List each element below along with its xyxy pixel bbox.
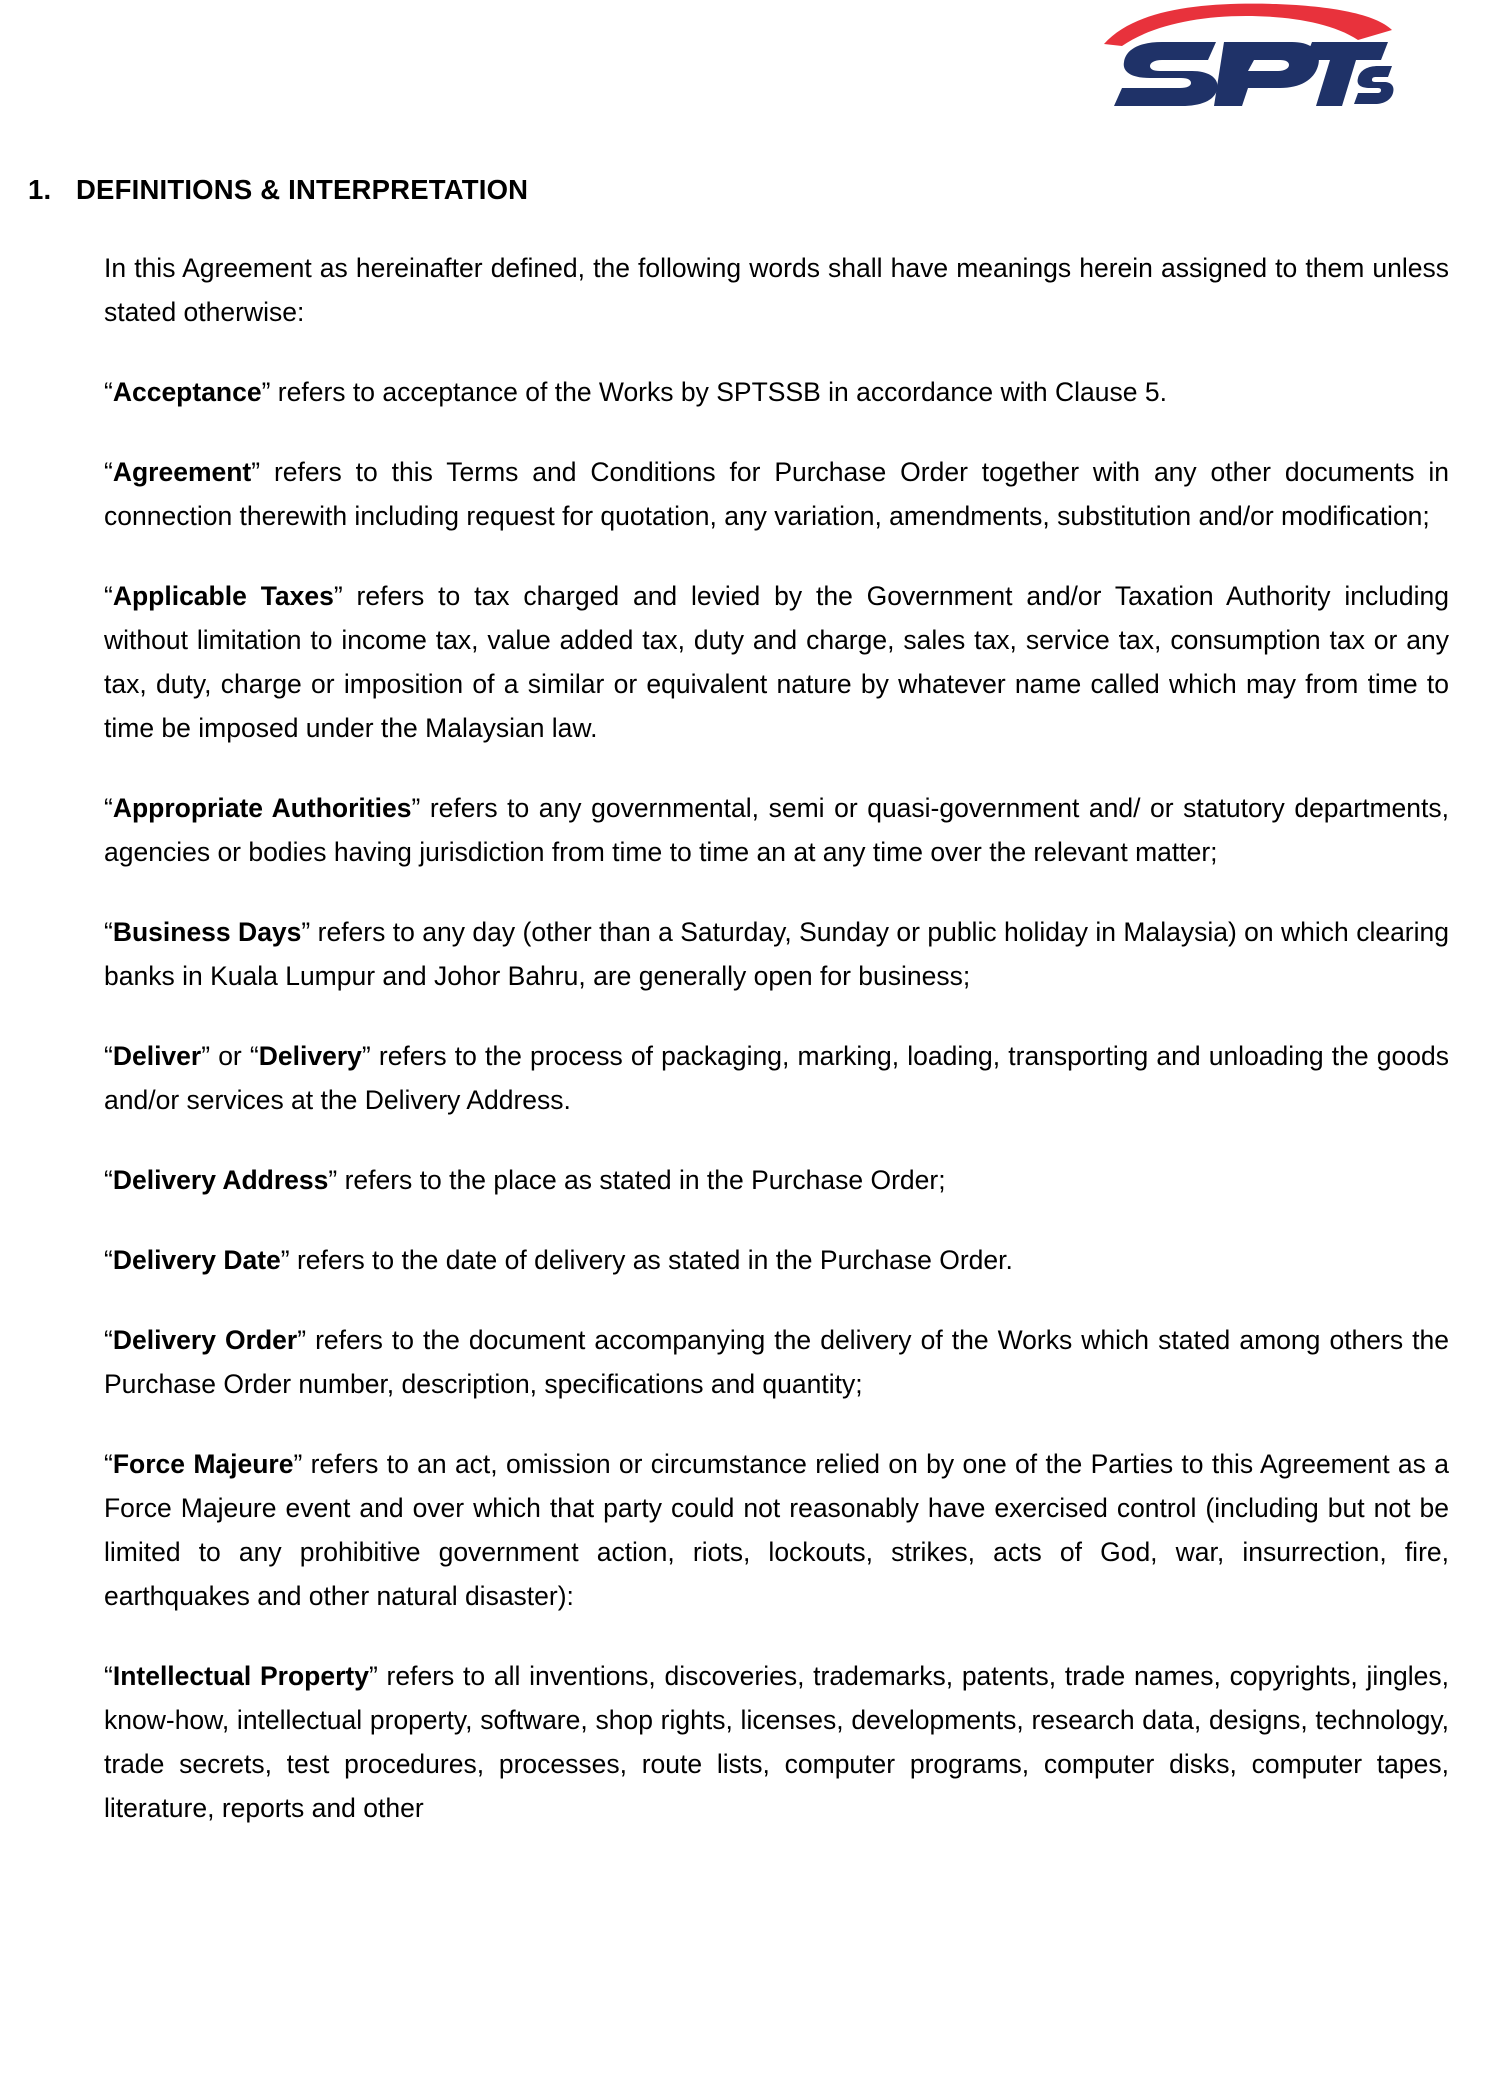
definition-text: refers to this Terms and Conditions for Purchase Order together with any other documents in connection therewith including request for quotation, any variation, amendments, substitution and/or modification; (104, 457, 1449, 531)
defined-term: Delivery Order (112, 1325, 298, 1355)
paragraph-text: In this Agreement as hereinafter defined, the following words shall have meanings herein assigned to them unless stated otherwise: (104, 253, 1449, 327)
definitions-list (104, 246, 1449, 1830)
conjunction-text: or “ (210, 1041, 259, 1071)
close-quote: ” (411, 793, 421, 823)
close-quote: ” (328, 1165, 338, 1195)
close-quote: ” (201, 1041, 211, 1071)
open-quote: “ (104, 917, 113, 947)
definition-text: refers to the document accompanying the delivery of the Works which stated among others the Purchase Order number, description, specifications and quantity; (104, 1325, 1449, 1399)
open-quote: “ (104, 1245, 113, 1275)
definition-deliver-delivery (104, 1034, 1449, 1122)
defined-term-alt: Delivery (258, 1041, 362, 1071)
definition-intellectual-property (104, 1654, 1449, 1830)
definition-agreement (104, 450, 1449, 538)
definition-applicable-taxes (104, 574, 1449, 750)
close-quote: ” (280, 1245, 290, 1275)
close-quote: ” (293, 1449, 303, 1479)
open-quote: “ (104, 457, 113, 487)
close-quote: ” (261, 377, 271, 407)
clause-heading (28, 174, 1448, 206)
definition-text: refers to acceptance of the Works by SPTSSB in accordance with Clause 5. (270, 377, 1167, 407)
definition-text: refers to tax charged and levied by the Government and/or Taxation Authority including without limitation to income tax, value added tax, duty and charge, sales tax, service tax, consumption tax or any tax, duty, charge or imposition of a similar or equivalent nature by whatever name called which may from time to time be imposed under the Malaysian law. (104, 581, 1450, 743)
defined-term: Acceptance (112, 377, 262, 407)
defined-term: Business Days (112, 917, 302, 947)
open-quote: “ (104, 1165, 113, 1195)
definition-delivery-order (104, 1318, 1449, 1406)
defined-term: Delivery Date (112, 1245, 281, 1275)
close-quote: ” (361, 1041, 371, 1071)
close-quote: ” (297, 1325, 307, 1355)
defined-term: Force Majeure (112, 1449, 294, 1479)
defined-term: Deliver (112, 1041, 202, 1071)
definition-text: refers to an act, omission or circumstance relied on by one of the Parties to this Agreement as a Force Majeure event and over which that party could not reasonably have exercised control (including but not be limited to any prohibitive government action, riots, lockouts, strikes, acts of God, war, insurrection, fire, earthquakes and other natural disaster): (104, 1449, 1449, 1611)
definition-text: refers to the process of packaging, marking, loading, transporting and unloading the goods and/or services at the Delivery Address. (104, 1041, 1449, 1115)
definition-delivery-address (104, 1158, 1449, 1202)
definition-delivery-date (104, 1238, 1449, 1282)
definition-text: refers to any day (other than a Saturday, Sunday or public holiday in Malaysia) on which clearing banks in Kuala Lumpur and Johor Bahru, are generally open for business; (104, 917, 1449, 991)
close-quote: ” (368, 1661, 378, 1691)
open-quote: “ (104, 1325, 113, 1355)
defined-term: Agreement (112, 457, 252, 487)
defined-term: Intellectual Property (112, 1661, 369, 1691)
close-quote: ” (333, 581, 343, 611)
clause-title: DEFINITIONS & INTERPRETATION (76, 174, 529, 205)
defined-term: Applicable Taxes (112, 581, 334, 611)
close-quote: ” (251, 457, 261, 487)
definition-appropriate-authorities (104, 786, 1449, 874)
definition-business-days (104, 910, 1449, 998)
definition-acceptance (104, 370, 1449, 414)
definition-text: refers to all inventions, discoveries, trademarks, patents, trade names, copyrights, jingles, know-how, intellectual property, software, shop rights, licenses, developments, research data, designs, technology, trade secrets, test procedures, processes, route lists, computer programs, computer disks, computer tapes, literature, reports and other (104, 1661, 1449, 1823)
open-quote: “ (104, 1449, 113, 1479)
open-quote: “ (104, 1041, 113, 1071)
definition-text: refers to the place as stated in the Purchase Order; (337, 1165, 946, 1195)
clause-number: 1. (28, 174, 52, 205)
open-quote: “ (104, 793, 113, 823)
open-quote: “ (104, 581, 113, 611)
definition-text: refers to any governmental, semi or quasi-government and/ or statutory departments, agencies or bodies having jurisdiction from time to time an at any time over the relevant matter; (104, 793, 1449, 867)
defined-term: Delivery Address (112, 1165, 329, 1195)
close-quote: ” (301, 917, 311, 947)
definition-text: refers to the date of delivery as stated in the Purchase Order. (289, 1245, 1013, 1275)
sptssb-logo (1096, 0, 1396, 110)
definition-force-majeure (104, 1442, 1449, 1618)
open-quote: “ (104, 1661, 113, 1691)
open-quote: “ (104, 377, 113, 407)
page-header (0, 0, 1448, 122)
paragraph-intro (104, 246, 1449, 334)
defined-term: Appropriate Authorities (112, 793, 412, 823)
document-body (0, 174, 1448, 1830)
